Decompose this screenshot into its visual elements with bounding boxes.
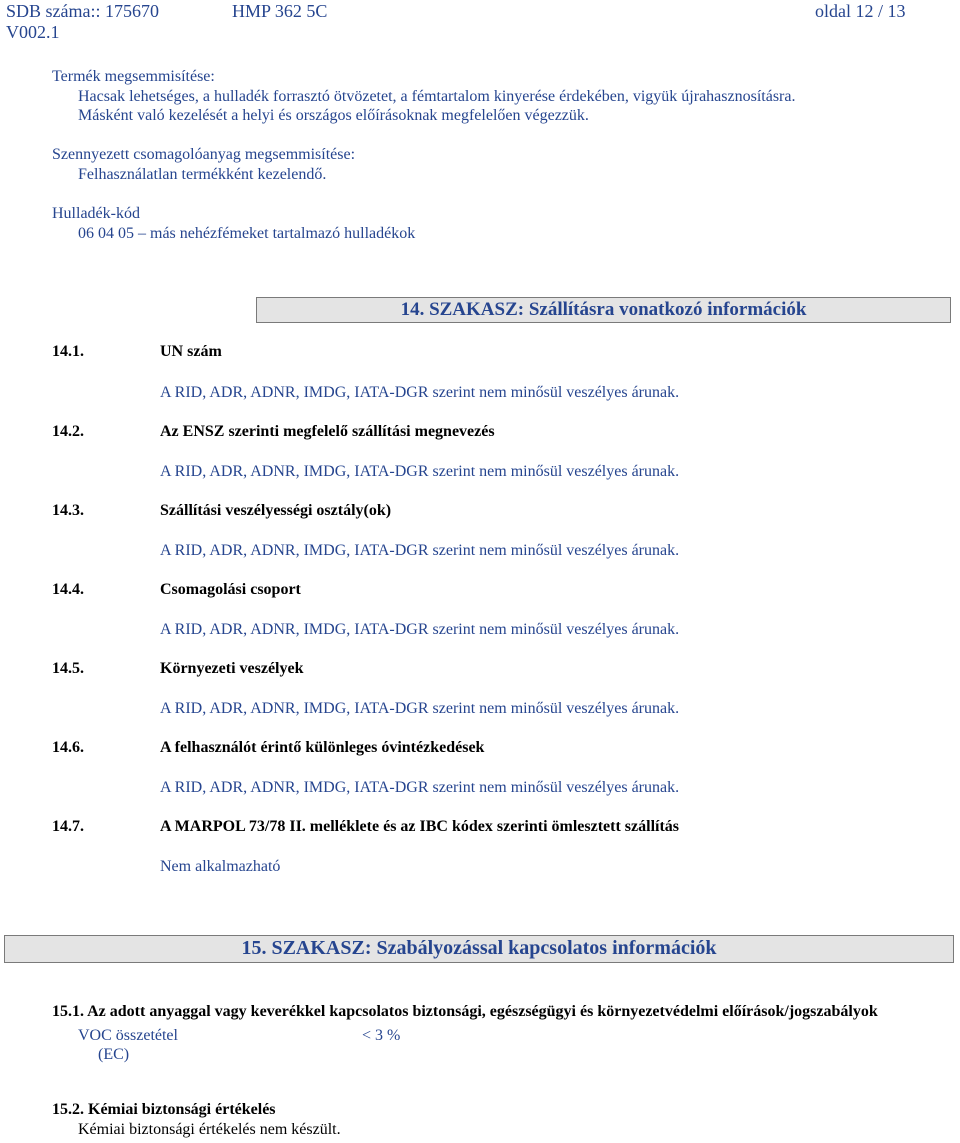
item-14-6-number: 14.6. <box>52 739 84 756</box>
product-name: HMP 362 5C <box>232 1 328 21</box>
item-14-1-label: UN szám <box>160 343 222 360</box>
item-14-3-number: 14.3. <box>52 502 84 519</box>
product-disposal-line2: Másként való kezelését a helyi és országos előírásoknak megfelelően végezzük. <box>78 107 589 124</box>
item-14-7-number: 14.7. <box>52 818 84 835</box>
item-14-7-label: A MARPOL 73/78 II. melléklete és az IBC kódex szerinti ömlesztett szállítás <box>160 818 680 835</box>
item-14-3-label: Szállítási veszélyességi osztály(ok) <box>160 502 392 519</box>
sdb-number: SDB száma:: 175670 <box>6 1 159 21</box>
section-14-header <box>256 297 951 323</box>
voc-value: < 3 % <box>362 1027 401 1044</box>
section-15-1-heading: 15.1. Az adott anyaggal vagy keverékkel kapcsolatos biztonsági, egészségügyi és környezetvédelmi előírások/jogszabályok <box>52 1003 878 1020</box>
item-14-4-text: A RID, ADR, ADNR, IMDG, IATA-DGR szerint nem minősül veszélyes árunak. <box>160 621 680 638</box>
packaging-disposal-text: Felhasználatlan termékként kezelendő. <box>78 166 327 183</box>
waste-code-label: Hulladék-kód <box>52 205 140 222</box>
item-14-5-number: 14.5. <box>52 660 84 677</box>
item-14-2-number: 14.2. <box>52 423 84 440</box>
item-14-7-text: Nem alkalmazható <box>160 858 281 875</box>
waste-code-value: 06 04 05 – más nehézfémeket tartalmazó hulladékok <box>78 225 416 242</box>
item-14-6-text: A RID, ADR, ADNR, IMDG, IATA-DGR szerint nem minősül veszélyes árunak. <box>160 779 680 796</box>
section-15-2-heading: 15.2. Kémiai biztonsági értékelés <box>52 1101 276 1118</box>
section-14-title: 14. SZAKASZ: Szállításra vonatkozó információk <box>400 299 807 320</box>
item-14-4-label: Csomagolási csoport <box>160 581 301 598</box>
item-14-4-number: 14.4. <box>52 581 84 598</box>
product-disposal-label: Termék megsemmisítése: <box>52 68 215 85</box>
packaging-disposal-label: Szennyezett csomagolóanyag megsemmisítése: <box>52 146 356 163</box>
page-number: oldal 12 / 13 <box>815 1 906 21</box>
section-15-2-text: Kémiai biztonsági értékelés nem készült. <box>78 1121 341 1138</box>
section-15-title: 15. SZAKASZ: Szabályozással kapcsolatos információk <box>241 937 717 959</box>
item-14-2-label: Az ENSZ szerinti megfelelő szállítási megnevezés <box>160 423 495 440</box>
item-14-5-text: A RID, ADR, ADNR, IMDG, IATA-DGR szerint nem minősül veszélyes árunak. <box>160 700 680 717</box>
voc-label: VOC összetétel <box>78 1027 178 1044</box>
voc-label-ec: (EC) <box>98 1046 130 1063</box>
item-14-3-text: A RID, ADR, ADNR, IMDG, IATA-DGR szerint nem minősül veszélyes árunak. <box>160 542 680 559</box>
item-14-1-number: 14.1. <box>52 343 84 360</box>
item-14-6-label: A felhasználót érintő különleges óvintézkedések <box>160 739 485 756</box>
item-14-2-text: A RID, ADR, ADNR, IMDG, IATA-DGR szerint nem minősül veszélyes árunak. <box>160 463 680 480</box>
item-14-1-text: A RID, ADR, ADNR, IMDG, IATA-DGR szerint nem minősül veszélyes árunak. <box>160 384 680 401</box>
version: V002.1 <box>6 22 60 42</box>
item-14-5-label: Környezeti veszélyek <box>160 660 304 677</box>
product-disposal-line1: Hacsak lehetséges, a hulladék forrasztó ötvözetet, a fémtartalom kinyerése érdekében, vigyük újrahasznosításra. <box>78 88 796 105</box>
section-15-header <box>4 935 954 963</box>
